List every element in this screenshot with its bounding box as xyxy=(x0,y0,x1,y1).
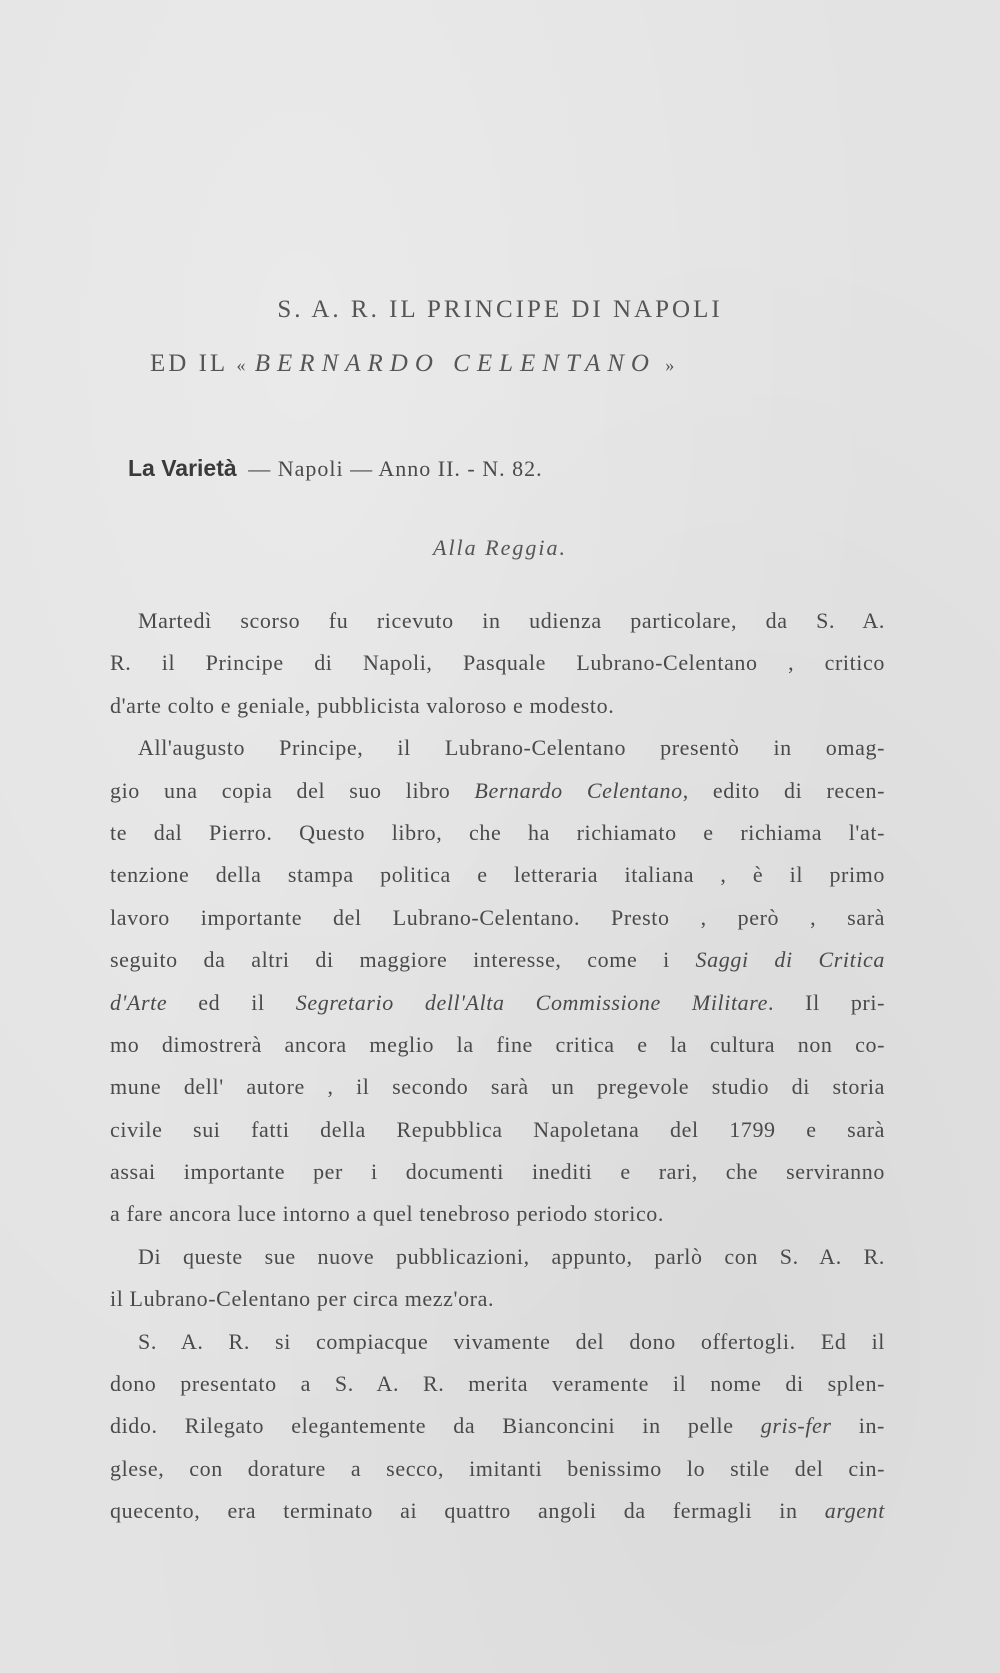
text-fragment: in- xyxy=(831,1413,885,1439)
italic-fragment: d'Arte xyxy=(110,989,168,1015)
article-body xyxy=(110,600,885,1533)
text-line: All'augusto Principe, il Lubrano-Celentano presentò in omag- xyxy=(138,735,885,761)
text-line: Di queste sue nuove pubblicazioni, appunto, parlò con S. A. R. xyxy=(138,1243,885,1269)
text-fragment: , edito di recen- xyxy=(682,777,885,803)
text-fragment: gio una copia del suo libro xyxy=(110,777,475,803)
text-line: lavoro importante del Lubrano-Celentano. Presto , però , sarà xyxy=(110,904,885,930)
book-title: BERNARDO CELENTANO xyxy=(254,350,656,377)
text-line xyxy=(110,1405,885,1447)
text-line: civile sui fatti della Repubblica Napoletana del 1799 e sarà xyxy=(110,1116,885,1142)
newspaper-name: La Varietà xyxy=(128,455,237,481)
text-line: tenzione della stampa politica e letteraria italiana , è il primo xyxy=(110,862,885,888)
text-line: assai importante per i documenti inediti e rari, che serviranno xyxy=(110,1159,885,1185)
italic-fragment: Saggi di Critica xyxy=(695,947,886,973)
text-line: dono presentato a S. A. R. merita veramente il nome di splen- xyxy=(110,1371,885,1397)
title-line-1: S. A. R. IL PRINCIPE DI NAPOLI xyxy=(277,296,723,323)
text-line: R. il Principe di Napoli, Pasquale Lubrano-Celentano , critico xyxy=(110,650,885,676)
text-line: mune dell' autore , il secondo sarà un pregevole studio di storia xyxy=(110,1074,885,1100)
title-line-2-prefix: ED IL xyxy=(150,350,228,377)
newspaper-details: — Napoli — Anno II. - N. 82. xyxy=(248,456,543,481)
text-line: te dal Pierro. Questo libro, che ha richiamato e richiama l'at- xyxy=(110,819,885,845)
text-fragment: . Il pri- xyxy=(767,989,885,1015)
text-fragment: quecento, era terminato ai quattro angoli da fermagli in xyxy=(110,1498,825,1524)
text-line: Martedì scorso fu ricevuto in udienza particolare, da S. A. xyxy=(138,608,885,633)
text-line: il Lubrano-Celentano per circa mezz'ora. xyxy=(110,1286,495,1312)
text-line: d'arte colto e geniale, pubblicista valoroso e modesto. xyxy=(110,692,615,718)
text-line: mo dimostrerà ancora meglio la fine critica e la cultura non co- xyxy=(110,1031,885,1057)
italic-fragment: Bernardo Celentano xyxy=(474,777,683,803)
text-fragment: dido. Rilegato elegantemente da Bianconcini in pelle xyxy=(110,1413,761,1439)
open-quote: « xyxy=(236,355,246,375)
text-line: a fare ancora luce intorno a quel tenebroso periodo storico. xyxy=(110,1201,665,1227)
close-quote: » xyxy=(665,355,675,375)
text-fragment: ed il xyxy=(167,989,296,1015)
title-line-2 xyxy=(150,350,850,378)
text-fragment: seguito da altri di maggiore interesse, come i xyxy=(110,947,696,973)
text-line: S. A. R. si compiacque vivamente del dono offertogli. Ed il xyxy=(138,1328,885,1354)
text-line xyxy=(110,982,885,1024)
text-line xyxy=(110,1490,885,1532)
text-line xyxy=(110,939,885,981)
italic-fragment: argent xyxy=(824,1498,885,1524)
source-citation xyxy=(128,455,828,482)
italic-fragment: gris-fer xyxy=(760,1413,832,1439)
italic-fragment: Segretario dell'Alta Commissione Militare xyxy=(295,989,768,1015)
text-line xyxy=(110,770,885,812)
article-subheading: Alla Reggia. xyxy=(433,535,567,560)
text-line: glese, con dorature a secco, imitanti benissimo lo stile del cin- xyxy=(110,1455,885,1481)
